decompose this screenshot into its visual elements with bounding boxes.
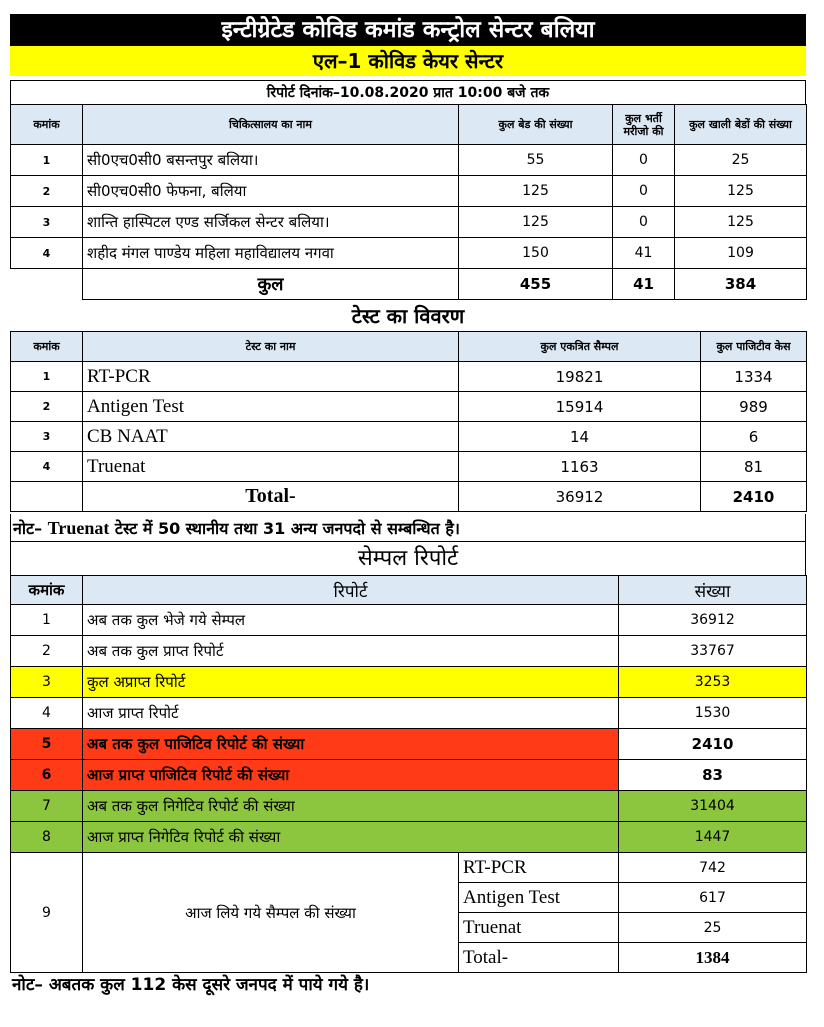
report-label-cell: आज प्राप्त पाजिटिव रिपोर्ट की संख्या	[83, 760, 619, 791]
table-row	[11, 145, 807, 176]
col-header-positive: कुल पाजिटीव केस	[701, 332, 807, 362]
count-cell: 2410	[619, 729, 807, 760]
table-row-highlight-yellow	[11, 667, 807, 698]
vacant-cell: 109	[675, 238, 807, 269]
report-label-cell: आज प्राप्त रिपोर्ट	[83, 698, 619, 729]
col-header-serial: कमांक	[11, 576, 83, 605]
table-row	[11, 176, 807, 207]
count-cell: 1447	[619, 822, 807, 853]
admitted-cell: 0	[613, 145, 675, 176]
col-header-admitted: कुल भर्ती मरीजो की	[613, 105, 675, 145]
sample-header-row	[11, 576, 807, 605]
col-header-samples: कुल एकत्रित सैम्पल	[459, 332, 701, 362]
admitted-cell: 41	[613, 238, 675, 269]
hospital-name-cell: सी0एच0सी0 फेफना, बलिया	[83, 176, 459, 207]
today-samples-row	[11, 853, 807, 883]
vacant-cell: 125	[675, 176, 807, 207]
table-row	[11, 392, 807, 422]
serial-cell: 4	[11, 698, 83, 729]
table-row	[11, 452, 807, 482]
today-test-value: 617	[619, 883, 807, 913]
tests-table	[10, 331, 807, 512]
serial-cell: 5	[11, 729, 83, 760]
serial-cell: 9	[11, 853, 83, 973]
report-label-cell: अब तक कुल प्राप्त रिपोर्ट	[83, 636, 619, 667]
positive-cell: 6	[701, 422, 807, 452]
serial-cell: 6	[11, 760, 83, 791]
empty-cell	[11, 482, 83, 512]
count-cell: 33767	[619, 636, 807, 667]
col-header-report: रिपोर्ट	[83, 576, 619, 605]
count-cell: 36912	[619, 605, 807, 636]
today-test-value: 742	[619, 853, 807, 883]
samples-cell: 14	[459, 422, 701, 452]
table-row	[11, 362, 807, 392]
positive-cell: 1334	[701, 362, 807, 392]
truenat-note	[10, 514, 806, 542]
serial-cell: 3	[11, 422, 83, 452]
samples-cell: 1163	[459, 452, 701, 482]
col-header-serial: कमांक	[11, 332, 83, 362]
col-header-serial: कमांक	[11, 105, 83, 145]
tests-title: टेस्ट का विवरण	[351, 304, 465, 328]
today-test-value: 25	[619, 913, 807, 943]
total-label: Total-	[83, 482, 459, 512]
serial-cell: 1	[11, 145, 83, 176]
serial-cell: 1	[11, 605, 83, 636]
test-name-cell: Truenat	[83, 452, 459, 482]
today-test-name: Antigen Test	[459, 883, 619, 913]
count-cell: 3253	[619, 667, 807, 698]
serial-cell: 3	[11, 667, 83, 698]
note-prefix: नोट–	[13, 519, 48, 538]
samples-cell: 19821	[459, 362, 701, 392]
table-row-highlight-red	[11, 760, 807, 791]
vacant-cell: 25	[675, 145, 807, 176]
total-row	[11, 482, 807, 512]
col-header-vacant: कुल खाली बेडों की संख्या	[675, 105, 807, 145]
total-samples: 36912	[459, 482, 701, 512]
bottom-note: नोट– अबतक कुल 112 केस दूसरे जनपद में पाये गये है।	[12, 975, 370, 995]
beds-cell: 125	[459, 207, 613, 238]
subtitle-banner: एल–1 कोविड केयर सेन्टर	[10, 46, 806, 76]
col-header-test-name: टेस्ट का नाम	[83, 332, 459, 362]
serial-cell: 4	[11, 452, 83, 482]
samples-cell: 15914	[459, 392, 701, 422]
test-name-cell: CB NAAT	[83, 422, 459, 452]
beds-cell: 125	[459, 176, 613, 207]
table-row	[11, 605, 807, 636]
total-vacant: 384	[675, 269, 807, 300]
today-total-label: Total-	[459, 943, 619, 973]
hospital-name-cell: सी0एच0सी0 बसन्तपुर बलिया।	[83, 145, 459, 176]
table-row	[11, 238, 807, 269]
table-row-highlight-red	[11, 729, 807, 760]
table-row-highlight-green	[11, 791, 807, 822]
beds-header-row	[11, 105, 807, 145]
test-name-cell: Antigen Test	[83, 392, 459, 422]
total-label: कुल	[83, 269, 459, 300]
serial-cell: 4	[11, 238, 83, 269]
report-date: रिपोर्ट दिनांक–10.08.2020 प्रात 10:00 बजे तक	[10, 80, 806, 104]
note-text: टेस्ट में 50 स्थानीय तथा 31 अन्य जनपदो से सम्बन्धित है।	[109, 519, 460, 538]
main-title: इन्टीग्रेटेड कोविड कमांड कन्ट्रोल सेन्टर बलिया	[10, 14, 806, 46]
note-truenat: Truenat	[47, 518, 110, 538]
today-samples-label: आज लिये गये सैम्पल की संख्या	[83, 853, 459, 973]
total-positive: 2410	[701, 482, 807, 512]
beds-cell: 150	[459, 238, 613, 269]
total-admitted: 41	[613, 269, 675, 300]
total-row	[11, 269, 807, 300]
total-beds: 455	[459, 269, 613, 300]
admitted-cell: 0	[613, 207, 675, 238]
admitted-cell: 0	[613, 176, 675, 207]
beds-table	[10, 104, 807, 300]
serial-cell: 2	[11, 392, 83, 422]
report-label-cell: अब तक कुल भेजे गये सेम्पल	[83, 605, 619, 636]
vacant-cell: 125	[675, 207, 807, 238]
beds-cell: 55	[459, 145, 613, 176]
table-row	[11, 207, 807, 238]
hospital-name-cell: शान्ति हास्पिटल एण्ड सर्जिकल सेन्टर बलिया।	[83, 207, 459, 238]
report-label-cell: कुल अप्राप्त रिपोर्ट	[83, 667, 619, 698]
serial-cell: 2	[11, 636, 83, 667]
table-row	[11, 422, 807, 452]
hospital-name-cell: शहीद मंगल पाण्डेय महिला महाविद्यालय नगवा	[83, 238, 459, 269]
serial-cell: 7	[11, 791, 83, 822]
serial-cell: 8	[11, 822, 83, 853]
table-row	[11, 698, 807, 729]
col-header-beds: कुल बेड की संख्या	[459, 105, 613, 145]
positive-cell: 81	[701, 452, 807, 482]
sample-report-title: सेम्पल रिपोर्ट	[10, 542, 806, 575]
report-label-cell: आज प्राप्त निगेटिव रिपोर्ट की संख्या	[83, 822, 619, 853]
today-test-name: Truenat	[459, 913, 619, 943]
tests-header-row	[11, 332, 807, 362]
test-name-cell: RT-PCR	[83, 362, 459, 392]
serial-cell: 3	[11, 207, 83, 238]
table-row	[11, 636, 807, 667]
sample-report-table	[10, 575, 807, 973]
count-cell: 31404	[619, 791, 807, 822]
today-test-name: RT-PCR	[459, 853, 619, 883]
today-total-value: 1384	[619, 943, 807, 973]
col-header-count: संख्या	[619, 576, 807, 605]
col-header-hospital: चिकित्सालय का नाम	[83, 105, 459, 145]
serial-cell: 1	[11, 362, 83, 392]
serial-cell: 2	[11, 176, 83, 207]
table-row-highlight-green	[11, 822, 807, 853]
report-label-cell: अब तक कुल पाजिटिव रिपोर्ट की संख्या	[83, 729, 619, 760]
report-label-cell: अब तक कुल निगेटिव रिपोर्ट की संख्या	[83, 791, 619, 822]
count-cell: 83	[619, 760, 807, 791]
positive-cell: 989	[701, 392, 807, 422]
empty-cell	[11, 269, 83, 300]
count-cell: 1530	[619, 698, 807, 729]
